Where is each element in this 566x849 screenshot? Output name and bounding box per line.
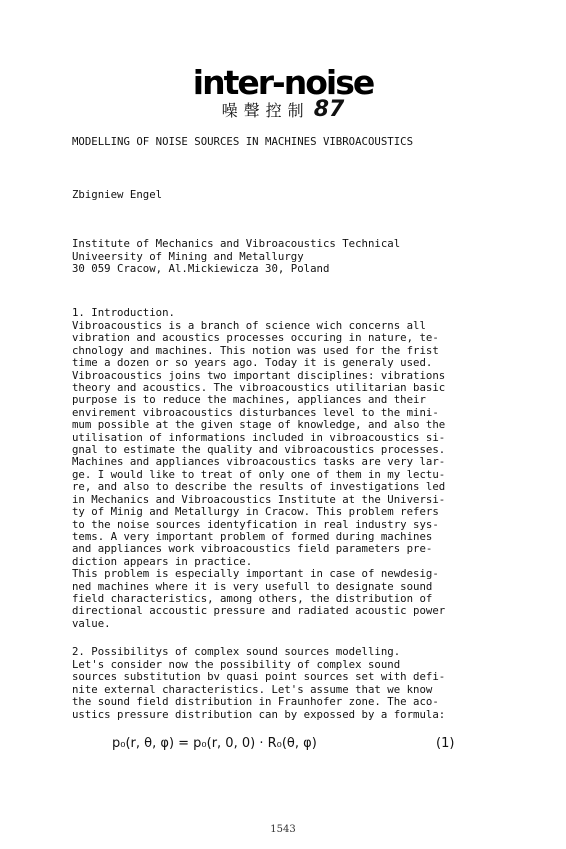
section-1-heading: 1. Introduction. — [72, 306, 175, 319]
conference-logo-year: 87 — [313, 97, 345, 122]
page-number: 1543 — [270, 824, 296, 835]
section-2-body: Let's consider now the possibility of complex sound sources substitution bv quasi point sources set with defi- nite external characteristics. Let's assume that we know the sound field distribution in Fraunhofer zone. The aco- ustics pressure distribution can by expossed by a formula: — [72, 658, 446, 721]
section-1-body: Vibroacoustics is a branch of science wich concerns all vibration and acoustics processes occuring in nature, te- chnology and machines. This notion was used for the frist time a dozen or so years ago. Today it is generaly used. Vibroacoustics joins two important disciplines: vibrations theory and acoustics. The vibroacoustics utilitarian basic purpose is to reduce the machines, appliances and their envirement vibroacoustics disturbances level to the mini- mum possible at the given stage of knowledge, and also the utilisation of informations included in vibroacoustics si- gnal to estimate the quality and vibroacoustics processes. Machines and appliances vibroacoustics tasks are very lar- ge. I would like to treat of only one of them in my lectu- re, and also to describe the results of investigations led in Mechanics and Vibroacoustics Institute at the Universi- ty of Minig and Metallurgy in Cracow. This problem refers to the noise sources identyfication in real industry sys- tems. A very important problem of formed during machines and appliances work vibroacoustics field parameters pre- diction appears in practice. This problem is especially important in case of newdesig- ned machines where it is very usefull to designate sound field characteristics, among others, the distribution of directional accoustic pressure and radiated acoustic power value. — [72, 319, 446, 630]
paper-title: MODELLING OF NOISE SOURCES IN MACHINES VIBROACOUSTICS — [72, 135, 414, 148]
equation-1: p₀(r, θ, φ) = p₀(r, 0, 0) · R₀(θ, φ) — [112, 736, 317, 751]
section-2-heading: 2. Possibilitys of complex sound sources modelling. — [72, 645, 401, 658]
affiliation-line-1: Institute of Mechanics and Vibroacoustics Technical — [72, 237, 401, 250]
conference-logo-cjk-text: 噪聲控制 — [221, 101, 310, 120]
affiliation-line-3: 30 059 Cracow, Al.Mickiewicza 30, Poland — [72, 262, 330, 275]
author-name: Zbigniew Engel — [72, 188, 163, 201]
conference-logo-subtitle — [0, 99, 566, 122]
conference-logo: inter-noise — [192, 63, 374, 102]
affiliation-line-2: Univeersity of Mining and Metallurgy — [72, 250, 304, 263]
equation-1-number: (1) — [436, 736, 455, 751]
